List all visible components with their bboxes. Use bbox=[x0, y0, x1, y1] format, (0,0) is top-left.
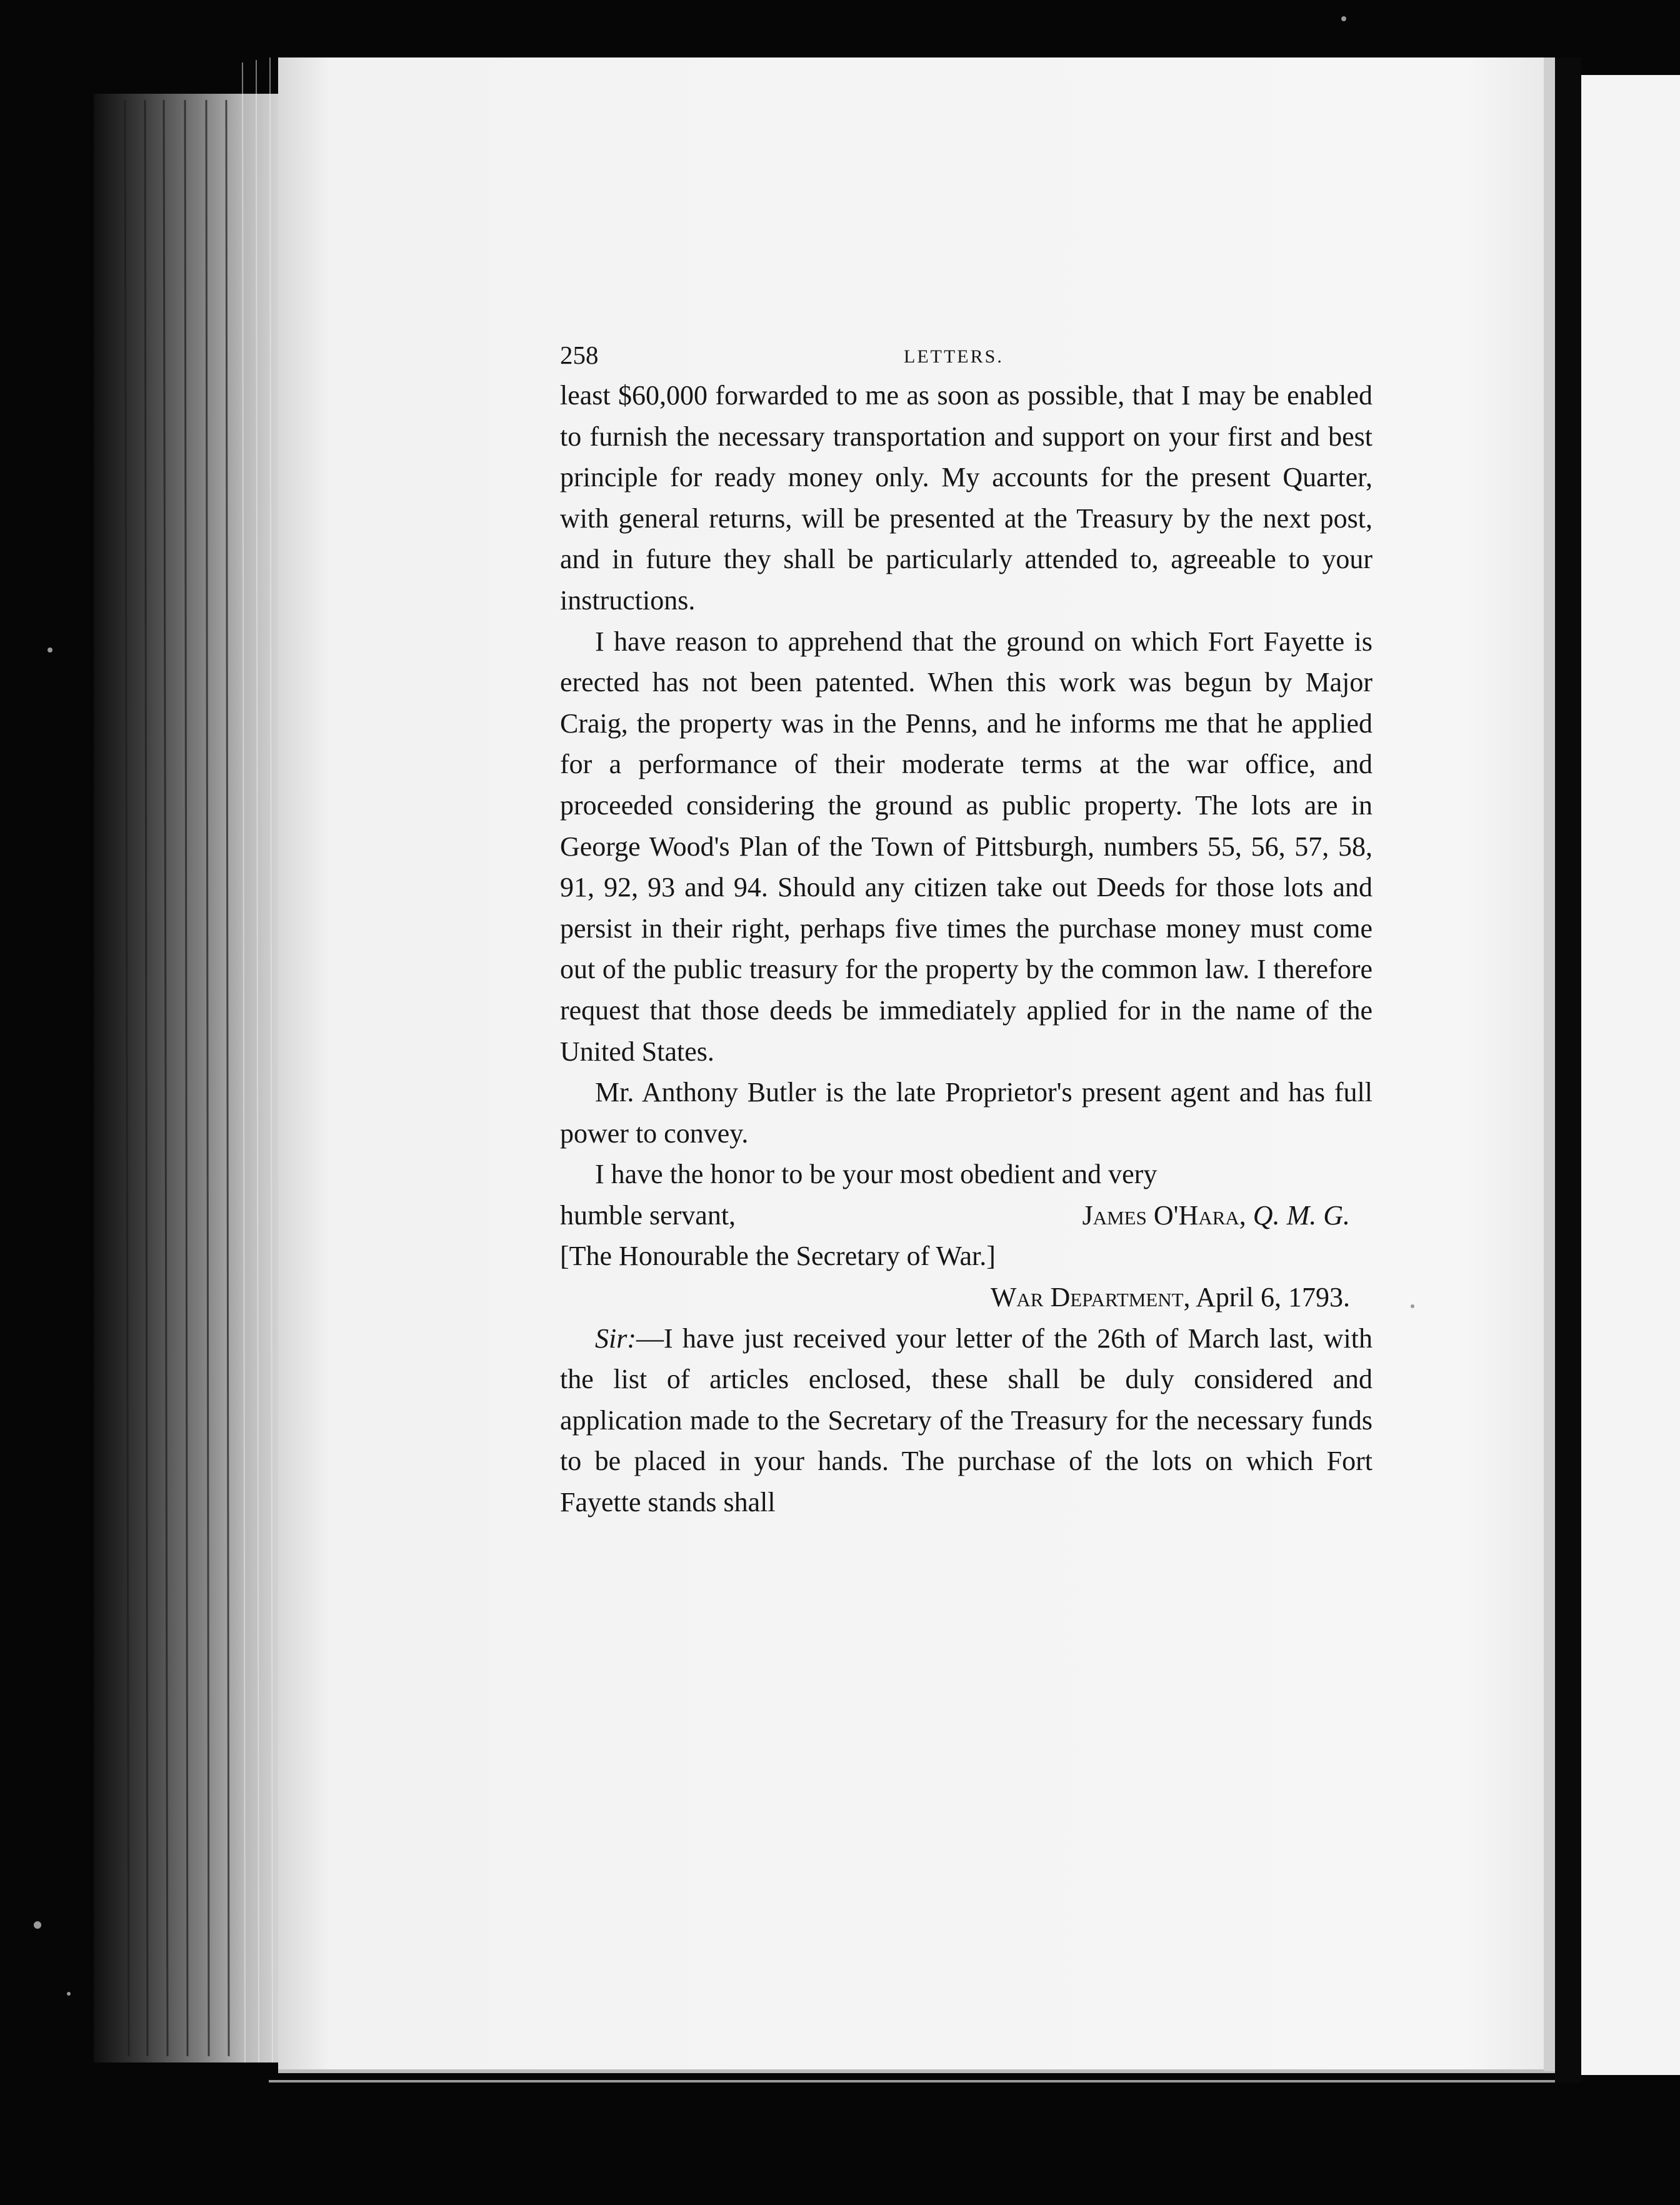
paragraph: I have reason to apprehend that the ground on which Fort Fayette is erected has not been patented. When this work was begun by Major Craig, the property was in the Penns, and he informs me that he applied for a performance of their moderate terms at the war office, and proceeded considering the ground as public property. The lots are in George Wood's Plan of the Town of Pittsburgh, numbers 55, 56, 57, 58, 91, 92, 93 and 94. Should any citizen take out Deeds for those lots and persist in their right, perhaps five times the purchase money must come out of the public treasury for the property by the common law. I therefore request that those deeds be immediately applied for in the name of the United States. bbox=[560, 626, 1372, 1067]
signer-name: James O'Hara, bbox=[1082, 1199, 1246, 1231]
paragraph: Mr. Anthony Butler is the late Proprietor's present agent and has full power to convey. bbox=[560, 1077, 1372, 1149]
paragraph: least $60,000 forwarded to me as soon as possible, that I may be enabled to furnish the necessary transportation and support on your first and best principle for ready money only. My accounts for the present Quarter, with general returns, will be presented at the Treasury by the next post, and in future they shall be particularly attended to, agreeable to your instructions. bbox=[560, 380, 1372, 616]
next-page-edge bbox=[1581, 75, 1680, 2075]
signature-line bbox=[560, 1195, 1372, 1236]
salutation: Sir: bbox=[595, 1322, 636, 1354]
closing-line: I have the honor to be your most obedient and very bbox=[595, 1159, 1158, 1190]
letter-body bbox=[560, 1318, 1372, 1523]
signer-title: Q. M. G. bbox=[1252, 1199, 1350, 1231]
signature bbox=[1082, 1195, 1350, 1236]
addressee: [The Honourable the Secretary of War.] bbox=[560, 1241, 996, 1272]
body-text bbox=[560, 375, 1372, 1523]
running-title: LETTERS. bbox=[904, 346, 1004, 367]
page-text-block bbox=[560, 325, 1372, 1523]
running-head bbox=[560, 325, 1372, 375]
letter-body-text: —I have just received your letter of the 26th of March last, with the list of articles enclosed, these shall be duly considered and application made to the Secretary of the Treasury for the necessary funds to be placed in your hands. The purchase of the lots on which Fort Fayette stands shall bbox=[560, 1322, 1372, 1518]
closing-end: humble servant, bbox=[560, 1199, 736, 1231]
page-number: 258 bbox=[560, 341, 599, 369]
dateline-date: April 6, 1793. bbox=[1196, 1282, 1350, 1313]
dateline-dept: War Department, bbox=[990, 1282, 1191, 1313]
dateline bbox=[560, 1277, 1372, 1318]
